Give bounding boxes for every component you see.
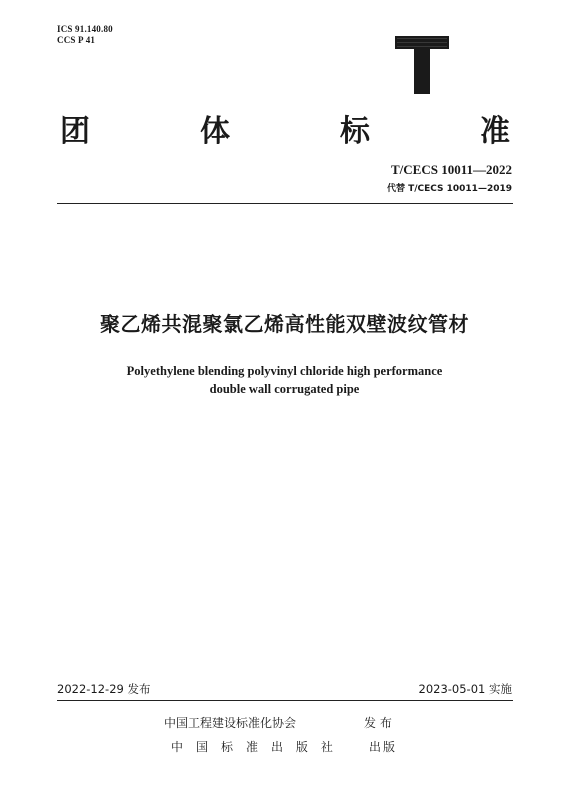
- publisher-action: [369, 738, 395, 755]
- english-title-line: double wall corrugated pipe: [209, 382, 360, 396]
- publish-date: 2022-12-29 发布: [57, 682, 151, 696]
- t-category-logo: [395, 36, 449, 94]
- english-title-line: Polyethylene blending polyvinyl chloride high performance: [126, 364, 443, 378]
- publisher-char: 标: [220, 740, 233, 754]
- standard-type-char: 体: [200, 114, 230, 149]
- english-title: [0, 362, 569, 398]
- publisher-char: 准: [245, 740, 258, 754]
- standard-type-char: 准: [480, 114, 510, 149]
- publisher-char: 出: [270, 740, 283, 754]
- standard-type-char: 团: [60, 114, 90, 149]
- standard-type-char: 标: [340, 114, 370, 149]
- bottom-divider: [57, 700, 513, 701]
- publisher-char: 社: [320, 740, 333, 754]
- publisher-action-char: 出: [369, 740, 382, 754]
- publisher-char: 国: [195, 740, 208, 754]
- issuing-organization: 中国工程建设标准化协会: [164, 716, 297, 730]
- top-divider: [57, 203, 513, 204]
- publisher-char: 中: [171, 740, 184, 754]
- replaces-standard: 代替 T/CECS 10011—2019: [386, 184, 512, 194]
- publisher-action-char: 版: [382, 740, 395, 754]
- ics-code: ICS 91.140.80: [57, 24, 113, 34]
- ccs-code: CCS P 41: [57, 35, 96, 45]
- standard-code: T/CECS 10011—2022: [391, 162, 512, 177]
- standard-type-heading: [60, 112, 510, 152]
- publisher-char: 版: [295, 740, 308, 754]
- effective-date: 2023-05-01 实施: [418, 682, 512, 696]
- publisher: [171, 738, 333, 755]
- issuer-action: 发 布: [364, 716, 392, 730]
- chinese-title: 聚乙烯共混聚氯乙烯高性能双壁波纹管材: [100, 312, 469, 336]
- classification-codes: [57, 24, 113, 46]
